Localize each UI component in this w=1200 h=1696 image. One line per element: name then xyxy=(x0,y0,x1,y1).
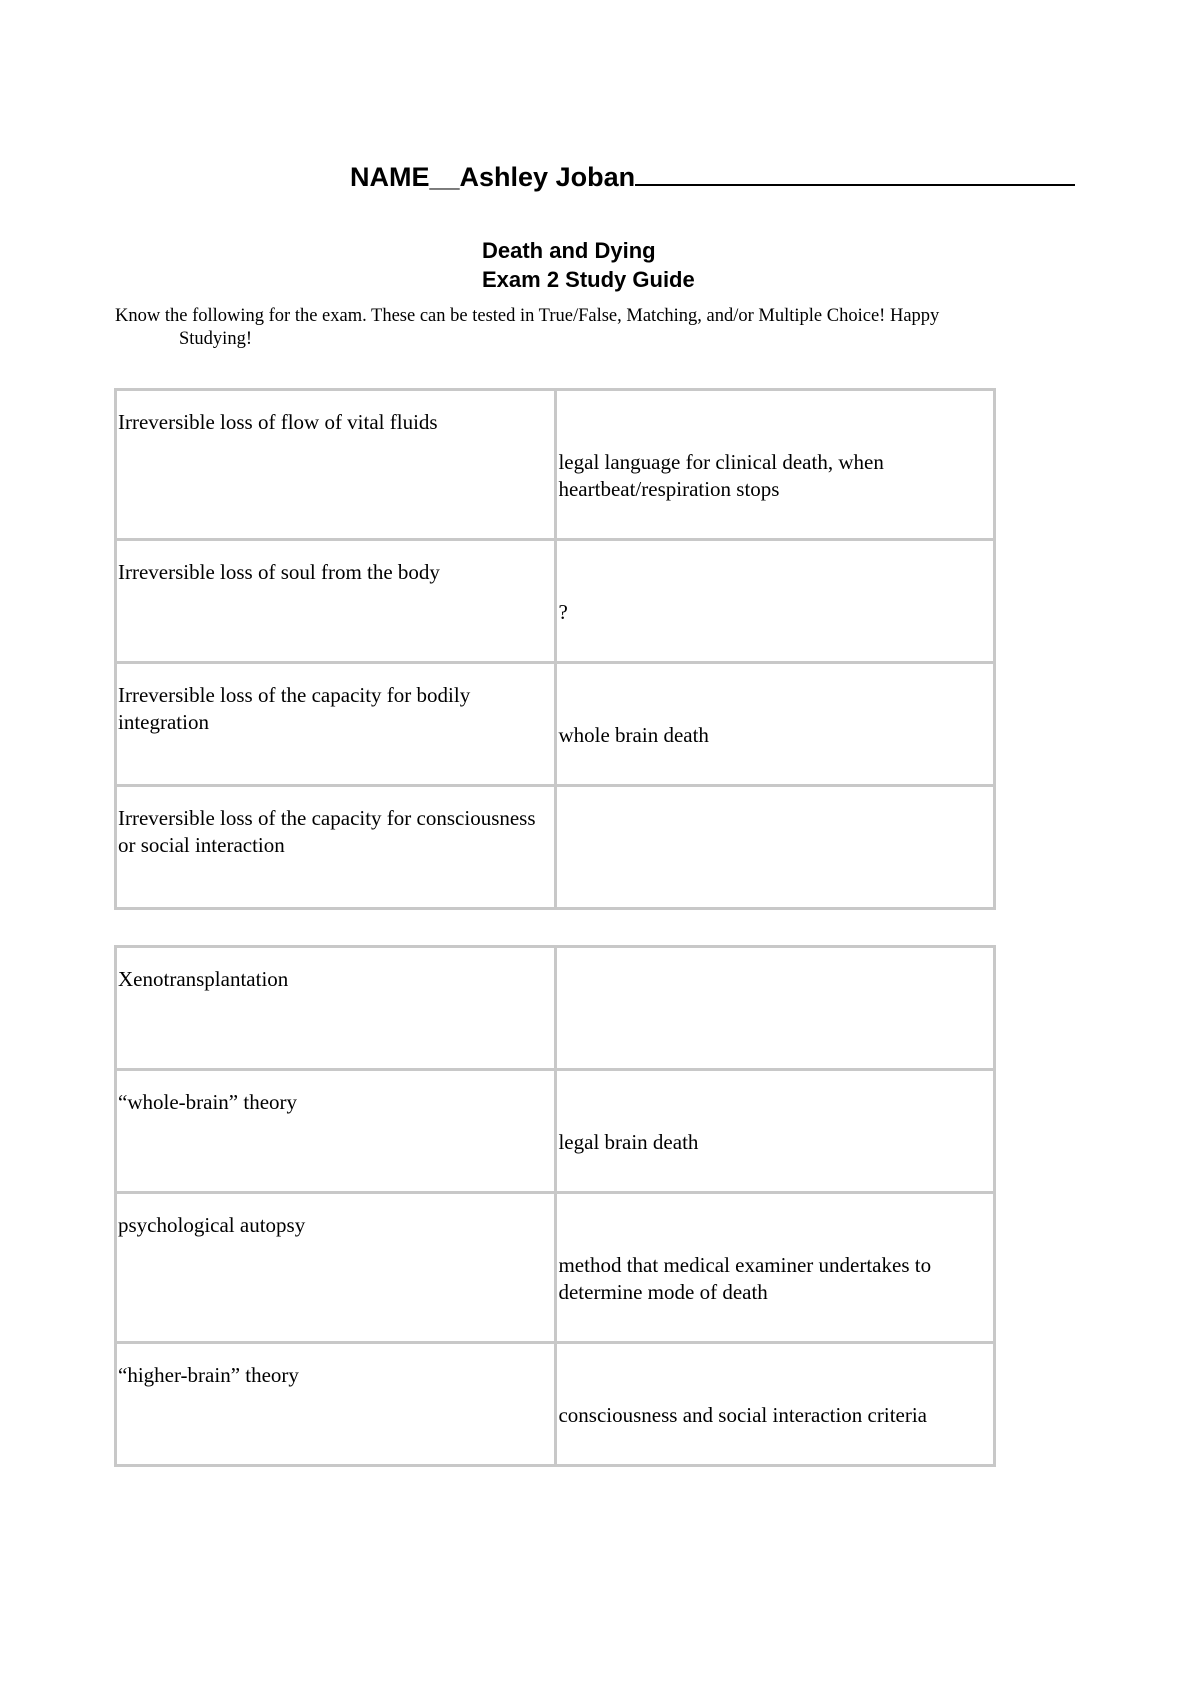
definition-cell: legal language for clinical death, when heartbeat/respiration stops xyxy=(556,390,995,540)
definition-cell xyxy=(556,947,995,1070)
table-row xyxy=(116,663,995,786)
definition-cell: method that medical examiner undertakes to determine mode of death xyxy=(556,1193,995,1343)
exam-title: Exam 2 Study Guide xyxy=(482,267,695,292)
table-row xyxy=(116,1070,995,1193)
term-cell: Irreversible loss of soul from the body xyxy=(116,540,556,663)
term-cell: Irreversible loss of the capacity for bodily integration xyxy=(116,663,556,786)
document-titles xyxy=(482,236,695,294)
definition-cell: whole brain death xyxy=(556,663,995,786)
definition-cell xyxy=(556,786,995,909)
instructions-paragraph xyxy=(115,305,1095,351)
course-title: Death and Dying xyxy=(482,238,656,263)
instructions-line-2: Studying! xyxy=(179,329,252,349)
table-row xyxy=(116,786,995,909)
term-cell: “higher-brain” theory xyxy=(116,1343,556,1466)
table-row xyxy=(116,1343,995,1466)
student-name: NAME__Ashley Joban xyxy=(350,162,636,192)
definition-cell: ? xyxy=(556,540,995,663)
definition-cell: consciousness and social interaction criteria xyxy=(556,1343,995,1466)
term-cell: Irreversible loss of flow of vital fluids xyxy=(116,390,556,540)
definition-cell: legal brain death xyxy=(556,1070,995,1193)
table-row xyxy=(116,390,995,540)
term-cell: Irreversible loss of the capacity for consciousness or social interaction xyxy=(116,786,556,909)
term-cell: Xenotransplantation xyxy=(116,947,556,1070)
table-row xyxy=(116,947,995,1070)
instructions-line-1: Know the following for the exam. These can be tested in True/False, Matching, and/or Multiple Choice! Happy xyxy=(115,306,940,326)
term-cell: “whole-brain” theory xyxy=(116,1070,556,1193)
name-blank-underline xyxy=(635,162,1075,186)
study-table-1 xyxy=(114,388,996,910)
student-name-line xyxy=(350,162,1075,193)
table-row xyxy=(116,1193,995,1343)
term-cell: psychological autopsy xyxy=(116,1193,556,1343)
study-table-2 xyxy=(114,945,996,1467)
table-row xyxy=(116,540,995,663)
